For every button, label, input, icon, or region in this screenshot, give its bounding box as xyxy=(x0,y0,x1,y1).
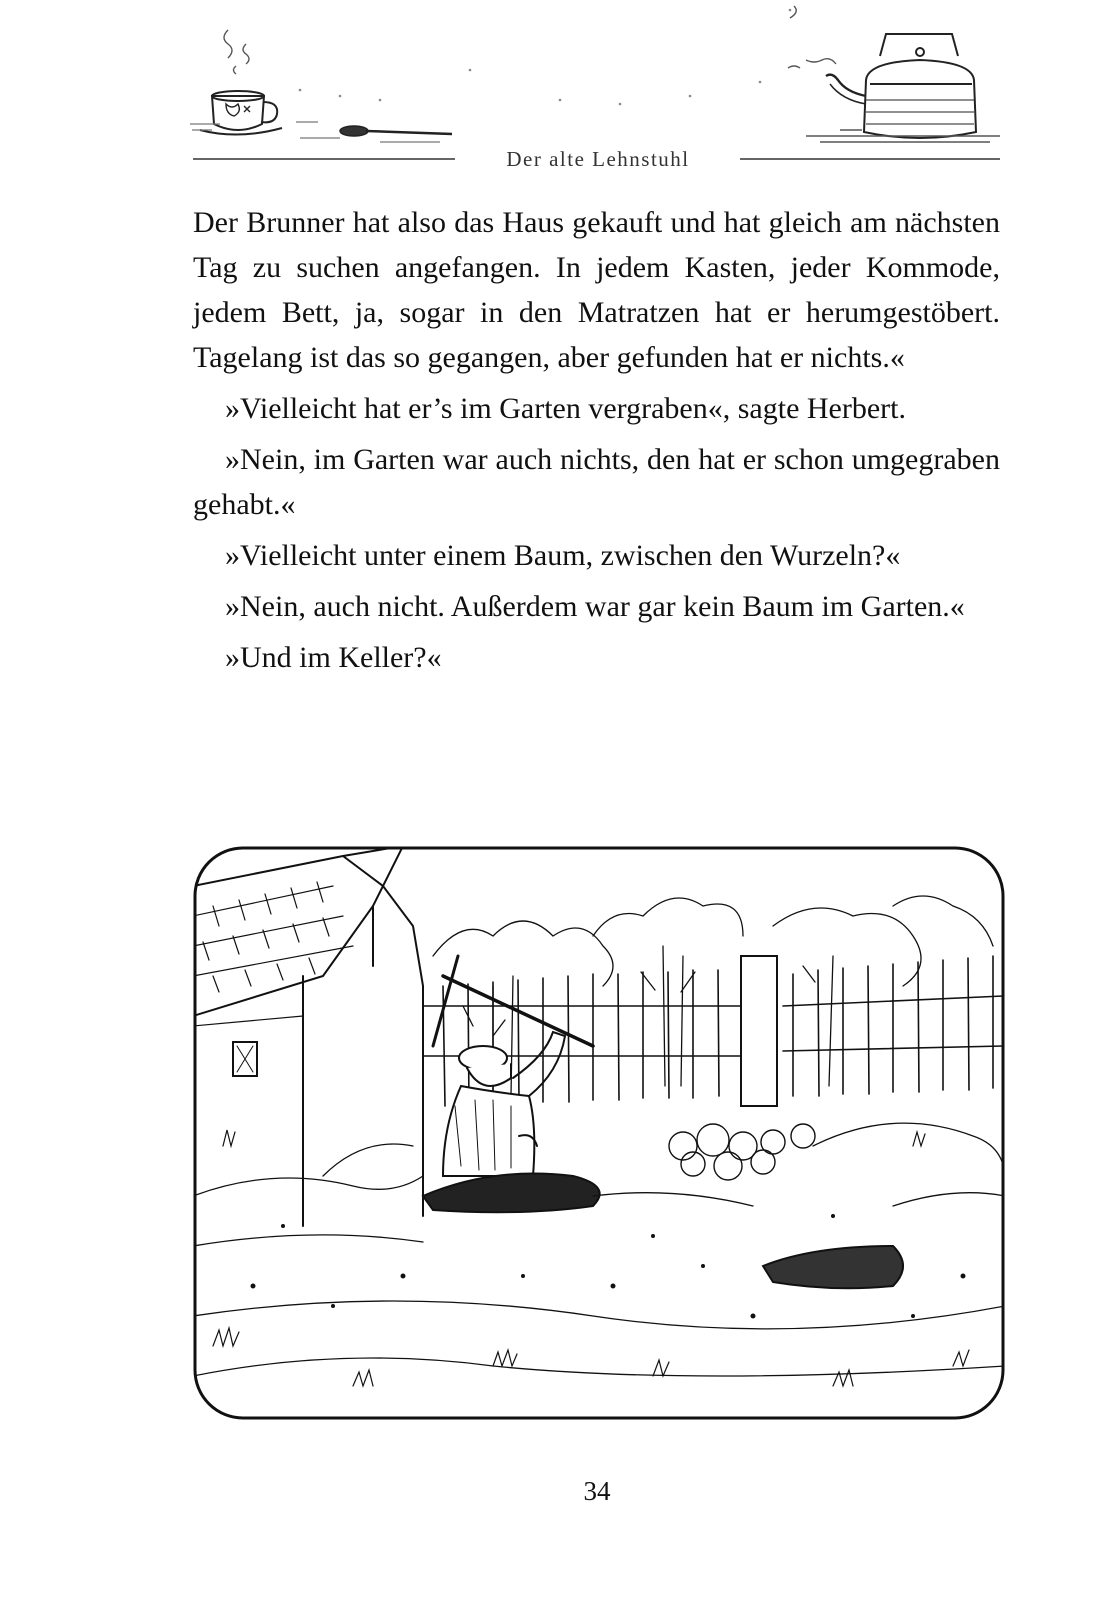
paragraph: »Vielleicht unter einem Baum, zwischen den Wurzeln?« xyxy=(225,539,901,572)
kettle-icon xyxy=(826,34,976,138)
garden-digging-illustration xyxy=(193,846,1005,1420)
cabbage-patch xyxy=(669,1124,815,1180)
steam-icon xyxy=(224,30,249,74)
paragraph: Der Brunner hat also das Haus gekauft und hat gleich am nächsten Tag zu suchen angefangen. In jedem Kasten, jeder Kommode, jedem Bett, ja, sogar in den Matratzen hat er herumgestöbert. Tagelang ist das so gegangen, aber gefunden hat er nichts.« xyxy=(193,206,1000,374)
illustration-frame xyxy=(195,848,1003,1418)
teacup-icon xyxy=(200,91,282,135)
body-text xyxy=(193,200,1000,686)
paragraph: »Nein, im Garten war auch nichts, den hat er schon umgegraben gehabt.« xyxy=(193,443,1000,521)
spoon-icon xyxy=(340,126,452,136)
paragraph: »Und im Keller?« xyxy=(225,641,442,674)
dug-hole xyxy=(423,1174,903,1289)
trees-background xyxy=(433,896,993,1096)
house-icon xyxy=(193,846,423,1226)
running-title: Der alte Lehnstuhl xyxy=(506,147,690,171)
paragraph: »Nein, auch nicht. Außerdem war gar kein Baum im Garten.« xyxy=(225,590,965,623)
page-number: 34 xyxy=(583,1476,611,1506)
fence-icon xyxy=(423,956,1003,1106)
page-header xyxy=(0,0,1105,180)
kettle-steam-icon xyxy=(788,6,836,68)
paragraph: »Vielleicht hat er’s im Garten vergraben«, sagte Herbert. xyxy=(225,392,906,425)
